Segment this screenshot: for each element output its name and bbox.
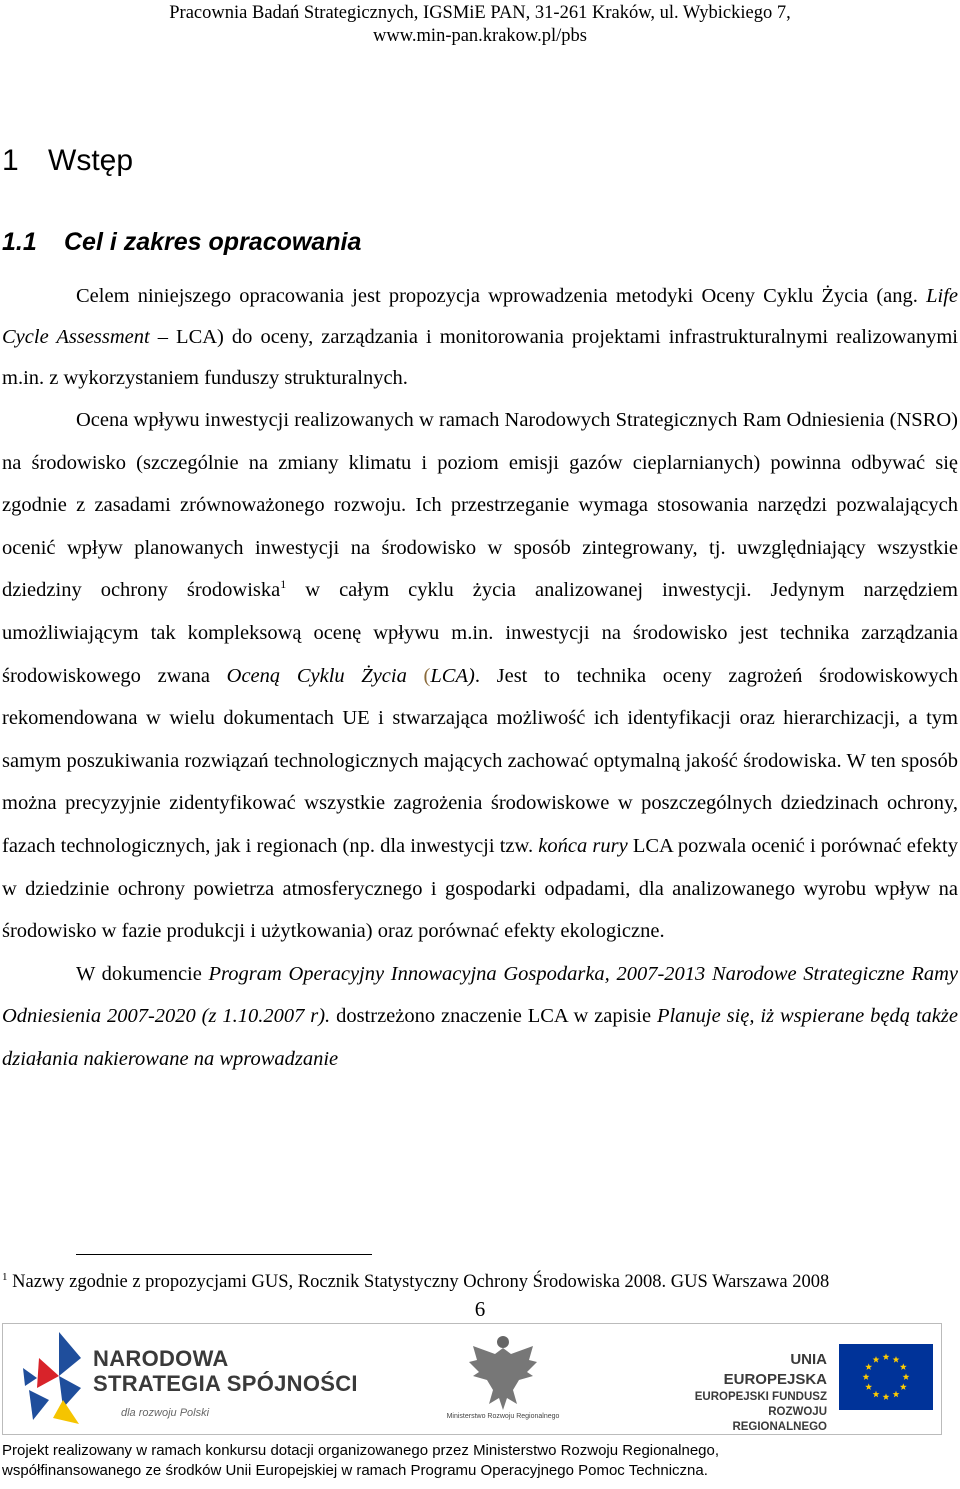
header-address: Pracownia Badań Strategicznych, IGSMiE PAN, 31-261 Kraków, ul. Wybickiego 7, (169, 3, 791, 23)
eu-flag-icon (839, 1344, 933, 1410)
text-run-italic: końca rury (538, 834, 628, 857)
nss-line-1: NARODOWA (93, 1346, 229, 1371)
text-run: . Jest to technika oceny zagrożeń środowiskowych rekomendowana w wielu dokumentach UE i stwarzająca możliwość ich identyfikacji oraz hierarchizacji, a tym samym poszukiwania rozwiązań technologicznych mających zachować optymalną jakość środowiska. W ten sposób można precyzyjnie zidentyfikować wszystkie zagrożenia środowiskowe w poszczególnych dziedzinach ochrony, fazach technologicznych, jak i regionach (np. dla inwestycji tzw. (2, 664, 958, 857)
section-heading-1-1 (2, 224, 361, 260)
nss-subtitle: dla rozwoju Polski (121, 1407, 210, 1419)
footnote-reference[interactable]: 1 (280, 577, 287, 592)
subsection-number: 1.1 (2, 228, 37, 256)
body-text (2, 276, 958, 1081)
footnote (2, 1270, 829, 1294)
text-run-colored: ( (423, 664, 431, 687)
subsection-title: Cel i zakres opracowania (64, 228, 362, 256)
funding-line-1: Projekt realizowany w ramach konkursu dotacji organizowanego przez Ministerstwo Rozwoju Regionalnego, (2, 1442, 720, 1459)
text-run: dostrzeżono znaczenie LCA w zapisie (330, 1005, 657, 1028)
text-run: – LCA) do oceny, zarządzania i monitorowania projektami infrastrukturalnymi realizowanymi m.in. z wykorzystaniem funduszy strukturalnych. (2, 326, 958, 389)
eu-logo-text (687, 1350, 827, 1435)
page-header (0, 2, 960, 48)
text-run: Celem niniejszego opracowania jest propozycja wprowadzenia metodyki Oceny Cyklu Życia (ang. (76, 285, 927, 307)
text-run (407, 665, 424, 687)
paragraph-2 (2, 399, 958, 953)
eu-line-3: ROZWOJU REGIONALNEGO (732, 1406, 827, 1433)
ministry-caption: Ministerstwo Rozwoju Regionalnego (446, 1413, 560, 1420)
paragraph-3 (2, 953, 958, 1081)
eu-line-1: UNIA EUROPEJSKA (723, 1351, 827, 1388)
text-run-italic: Program Operacyjny Innowacyjna Gospodarka, 2007-2013 Narodowe Strategiczne Ramy Odniesienia 2007-2020 (z 1.10.2007 r). (2, 962, 958, 1028)
text-run: Ocena wpływu inwestycji realizowanych w ramach Narodowych Strategicznych Ram Odniesienia (NSRO) na środowisko (szczególnie na zmiany klimatu i poziom emisji gazów cieplarnianych) powinna odbywać się zgodnie z zasadami zrównoważonego rozwoju. Ich przestrzeganie wymaga stosowania narzędzi pozwalających ocenić wpływ planowanych inwestycji na środowisko w sposób zintegrowany, tj. uwzględniający wszystkie dziedziny ochrony środowiska (2, 409, 958, 602)
section-number: 1 (2, 144, 19, 177)
footnote-separator (76, 1254, 372, 1255)
footnote-mark: 1 (2, 1270, 8, 1283)
logo-band (2, 1323, 942, 1435)
footnote-text: Nazwy zgodnie z propozycjami GUS, Rocznik Statystyczny Ochrony Środowiska 2008. GUS Warszawa 2008 (7, 1272, 830, 1292)
funding-line-2: współfinansowanego ze środków Unii Europejskiej w ramach Programu Operacyjnego Pomoc Techniczna. (2, 1462, 708, 1479)
text-run: LCA pozwala ocenić i porównać efekty w dziedzinie ochrony powietrza atmosferycznego i gospodarki odpadami, dla analizowanego wyrobu wpływ na środowisko w fazie produkcji i użytkowania) oraz porównać efekty ekologiczne. (2, 834, 958, 943)
eu-line-2: EUROPEJSKI FUNDUSZ (694, 1391, 827, 1403)
page-number: 6 (474, 1297, 486, 1321)
section-heading-1 (2, 139, 133, 183)
nss-line-2: STRATEGIA SPÓJNOŚCI (93, 1371, 358, 1396)
nss-logo-text (93, 1346, 358, 1396)
funding-note (2, 1441, 719, 1481)
text-run: w całym cyklu życia analizowanej inwestycji. Jedynym narzędziem umożliwiającym tak kompleksową ocenę wpływu m.in. inwestycji na środowisko jest technika zarządzania środowiskowego zwana (2, 579, 959, 687)
paragraph-1 (2, 276, 958, 399)
eagle-emblem-icon (465, 1332, 541, 1414)
text-run-italic: LCA) (430, 664, 475, 687)
text-run: W dokumencie (76, 962, 209, 985)
text-run-italic: Oceną Cyklu Życia (226, 664, 407, 687)
header-url: www.min-pan.krakow.pl/pbs (373, 26, 587, 46)
nss-logo-icon (19, 1328, 85, 1430)
section-title: Wstęp (48, 144, 134, 177)
text-run-italic: Planuje się, iż wspierane będą także działania nakierowane na wprowadzanie (2, 1005, 958, 1070)
text-run-italic: Life Cycle Assessment (2, 285, 958, 348)
